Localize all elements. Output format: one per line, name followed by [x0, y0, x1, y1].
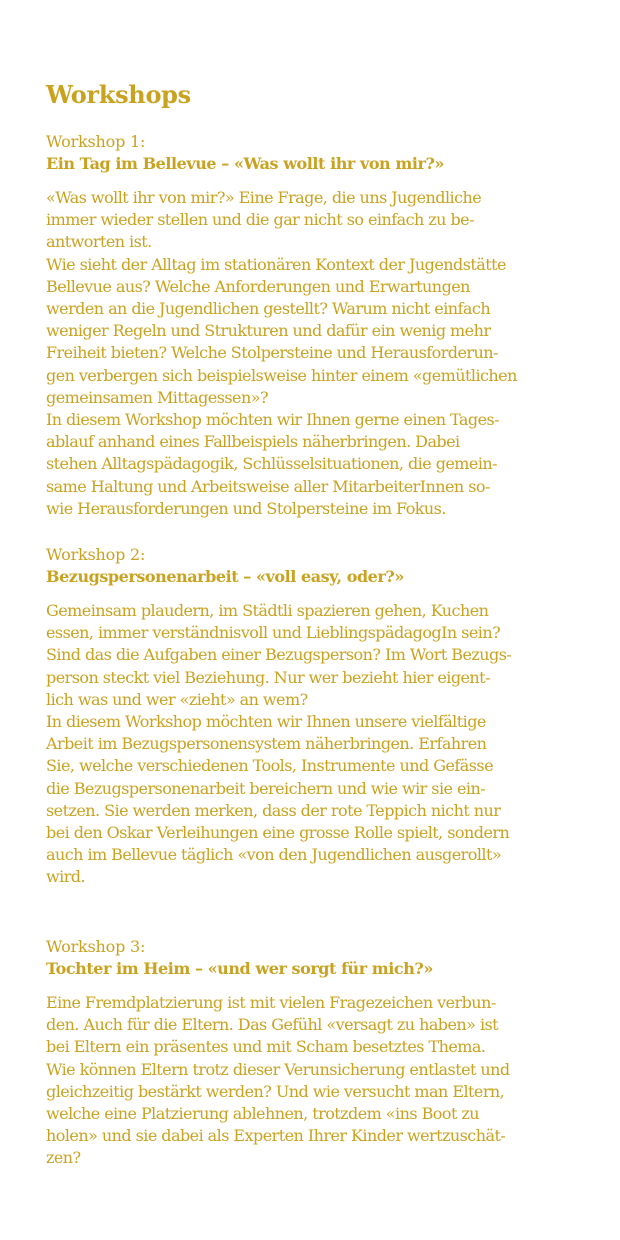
text-line: zen?: [46, 1148, 81, 1168]
workshop-3-title: Tochter im Heim – «und wer sorgt für mich?»: [46, 959, 433, 978]
text-line: setzen. Sie werden merken, dass der rote Teppich nicht nur: [46, 800, 501, 820]
workshop-3-label: Workshop 3:: [46, 937, 146, 956]
text-line: antworten ist.: [46, 232, 152, 252]
page-heading: Workshops: [46, 80, 191, 109]
text-line: In diesem Workshop möchten wir Ihnen gerne einen Tages-: [46, 410, 500, 430]
text-line: ablauf anhand eines Fallbeispiels näherbringen. Dabei: [46, 432, 460, 452]
text-line: bei Eltern ein präsentes und mit Scham besetztes Thema.: [46, 1037, 486, 1057]
workshop-2-label: Workshop 2:: [46, 545, 146, 564]
text-line: werden an die Jugendlichen gestellt? Warum nicht einfach: [46, 299, 491, 319]
workshop-2-description: [46, 600, 606, 889]
text-line: In diesem Workshop möchten wir Ihnen unsere vielfältige: [46, 712, 486, 732]
text-line: «Was wollt ihr von mir?» Eine Frage, die uns Jugendliche: [46, 188, 482, 207]
workshop-3-section: [46, 936, 606, 1170]
text-line: wird.: [46, 867, 86, 887]
text-line: gemeinsamen Mittagessen»?: [46, 387, 268, 407]
text-line: Bellevue aus? Welche Anforderungen und Erwartungen: [46, 276, 470, 296]
text-line: stehen Alltagspädagogik, Schlüsselsituationen, die gemein-: [46, 454, 498, 474]
workshop-1-description: [46, 187, 606, 520]
text-line: Sind das die Aufgaben einer Bezugsperson? Im Wort Bezugs-: [46, 645, 512, 665]
text-line: Freiheit bieten? Welche Stolpersteine und Herausforderun-: [46, 343, 498, 363]
text-line: Sie, welche verschiedenen Tools, Instrumente und Gefässe: [46, 756, 493, 776]
text-line: holen» und sie dabei als Experten Ihrer Kinder wertzuschät-: [46, 1126, 506, 1146]
text-line: Arbeit im Bezugspersonensystem näherbringen. Erfahren: [46, 734, 487, 754]
text-line: weniger Regeln und Strukturen und dafür ein wenig mehr: [46, 321, 491, 341]
text-line: gleichzeitig bestärkt werden? Und wie versucht man Eltern,: [46, 1081, 505, 1101]
text-line: Wie sieht der Alltag im stationären Kontext der Jugendstätte: [46, 254, 506, 274]
text-line: Eine Fremdplatzierung ist mit vielen Fragezeichen verbun-: [46, 993, 496, 1012]
text-line: essen, immer verständnisvoll und LieblingspädagogIn sein?: [46, 623, 501, 643]
workshop-1-title: Ein Tag im Bellevue – «Was wollt ihr von mir?»: [46, 154, 444, 173]
workshop-2-section: [46, 544, 606, 889]
workshop-3-description: [46, 992, 606, 1170]
text-line: same Haltung und Arbeitsweise aller MitarbeiterInnen so-: [46, 476, 490, 496]
text-line: den. Auch für die Eltern. Das Gefühl «versagt zu haben» ist: [46, 1015, 499, 1035]
text-line: Wie können Eltern trotz dieser Verunsicherung entlastet und: [46, 1059, 510, 1079]
workshop-1-section: [46, 131, 606, 520]
workshop-2-title: Bezugspersonenarbeit – «voll easy, oder?»: [46, 567, 404, 586]
text-line: lich was und wer «zieht» an wem?: [46, 689, 308, 709]
text-line: immer wieder stellen und die gar nicht so einfach zu be-: [46, 210, 474, 230]
text-line: welche eine Platzierung ablehnen, trotzdem «ins Boot zu: [46, 1104, 479, 1124]
text-line: Gemeinsam plaudern, im Städtli spazieren gehen, Kuchen: [46, 601, 489, 620]
text-line: gen verbergen sich beispielsweise hinter einem «gemütlichen: [46, 365, 517, 385]
text-line: bei den Oskar Verleihungen eine grosse Rolle spielt, sondern: [46, 823, 510, 843]
text-line: wie Herausforderungen und Stolpersteine im Fokus.: [46, 498, 446, 518]
text-line: auch im Bellevue täglich «von den Jugendlichen ausgerollt»: [46, 845, 502, 865]
text-line: die Bezugspersonenarbeit bereichern und wie wir sie ein-: [46, 778, 486, 798]
workshop-1-label: Workshop 1:: [46, 132, 146, 151]
text-line: person steckt viel Beziehung. Nur wer bezieht hier eigent-: [46, 667, 490, 687]
